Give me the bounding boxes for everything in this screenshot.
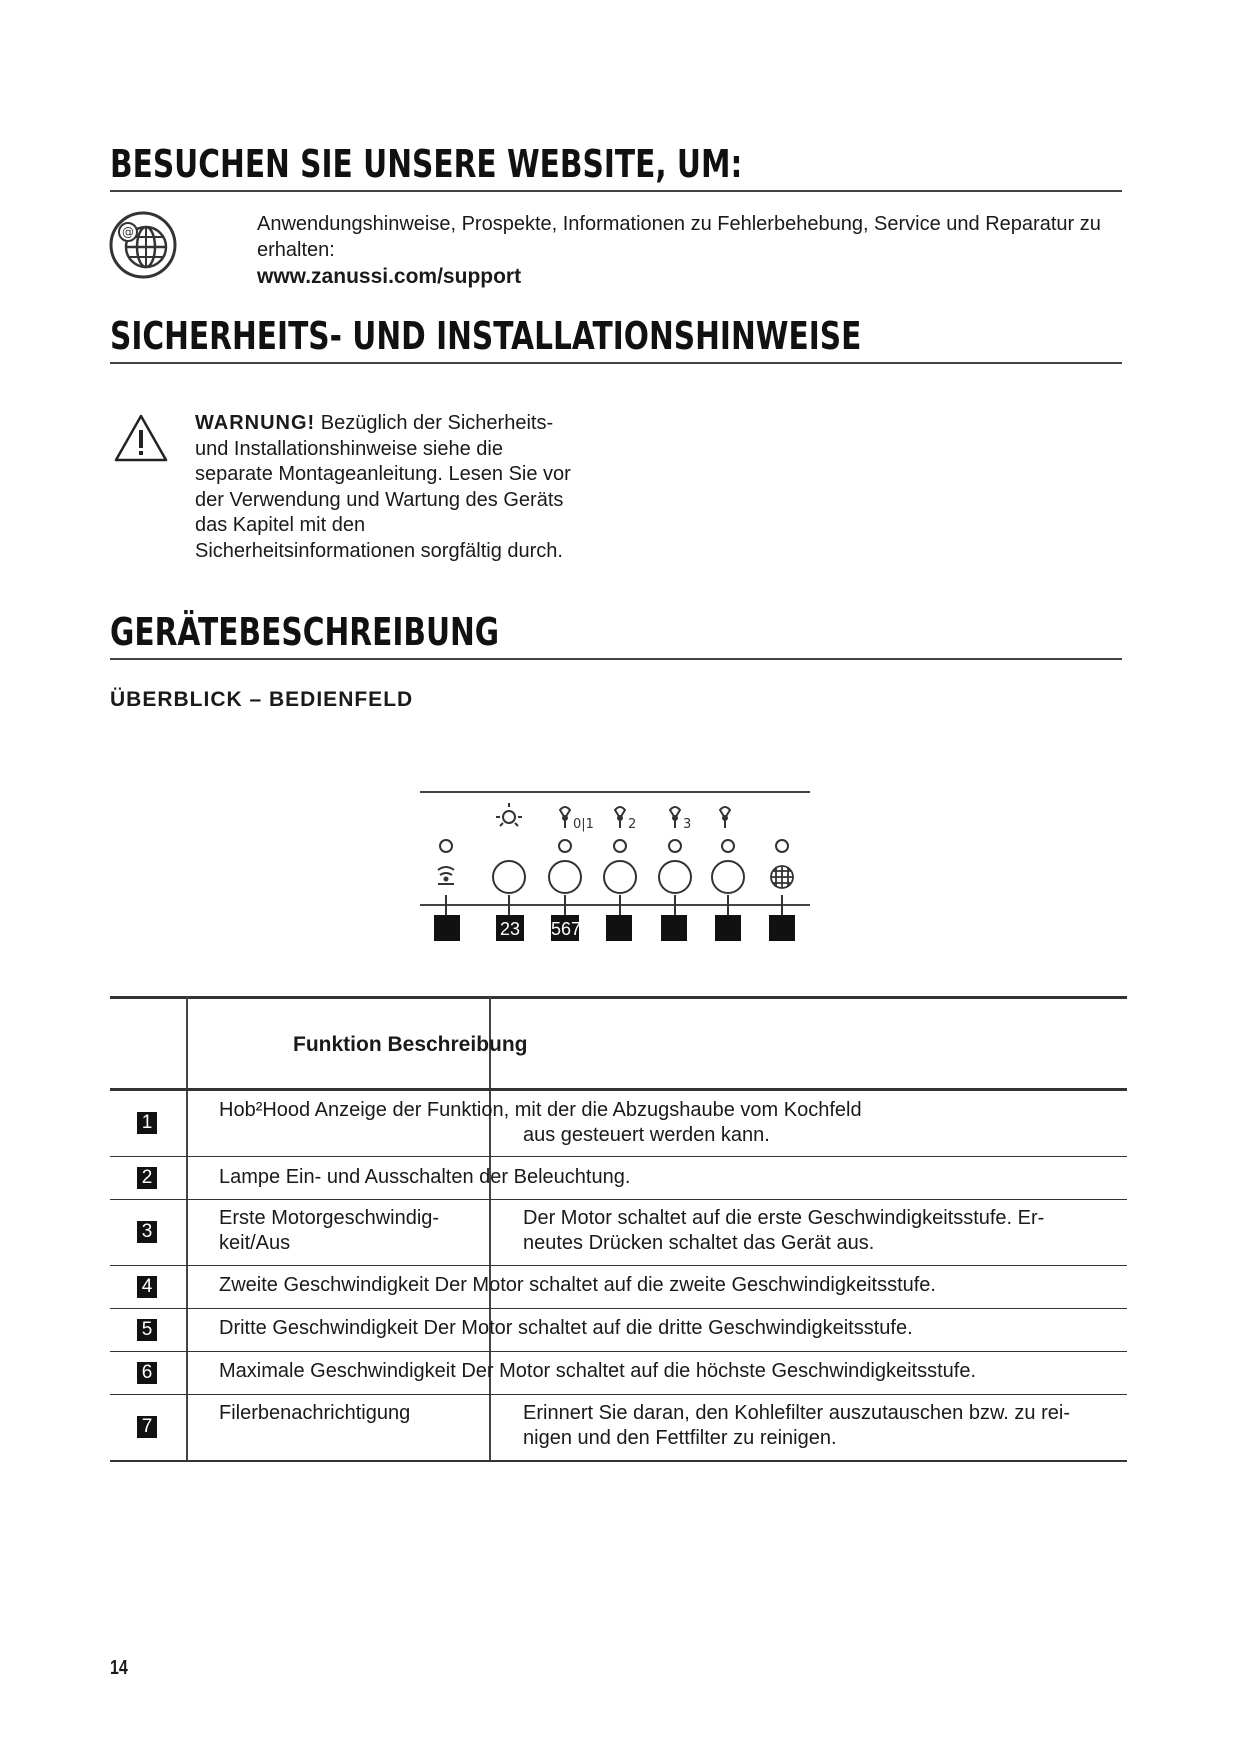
indicator-led: [776, 840, 788, 852]
row-function: Filerbenachrichtigung: [219, 1402, 411, 1424]
fan-label-3: 3: [683, 817, 692, 832]
callout-5: [661, 915, 687, 941]
callout-1: [434, 915, 460, 941]
hob2hood-icon: [438, 867, 454, 884]
row-description: Der Motor schaltet auf die erste Geschwindigkeitsstufe. Er-neutes Drücken schaltet das Gerät aus.: [523, 1207, 1045, 1254]
fan-speed-1-button[interactable]: [549, 861, 581, 893]
row-number: 6: [137, 1362, 157, 1384]
table-row-rule: [110, 1199, 1127, 1200]
table-divider: [489, 996, 491, 1462]
callout-7: [769, 915, 795, 941]
row-number: 2: [137, 1167, 157, 1189]
row-description: aus gesteuert werden kann.: [523, 1124, 770, 1146]
indicator-led: [669, 840, 681, 852]
row-number: 5: [137, 1319, 157, 1341]
callout-4: [606, 915, 632, 941]
fan-max-button[interactable]: [712, 861, 744, 893]
table-bottom-rule: [110, 1460, 1127, 1462]
fan-speed-2-button[interactable]: [604, 861, 636, 893]
heading-safety: SICHERHEITS- UND INSTALLATIONSHINWEISE: [110, 314, 862, 358]
warning-paragraph: [195, 411, 575, 564]
lamp-icon: [496, 803, 522, 826]
indicator-led: [722, 840, 734, 852]
website-description: Anwendungshinweise, Prospekte, Informationen zu Fehlerbehebung, Service und Reparatur zu erhalten:: [257, 213, 1101, 261]
row-number: 1: [137, 1112, 157, 1134]
globe-icon: [108, 210, 178, 280]
row-description: Erinnert Sie daran, den Kohlefilter auszutauschen bzw. zu rei-nigen und den Fettfilter zu reinigen.: [523, 1402, 1070, 1449]
indicator-led: [614, 840, 626, 852]
page-number: 14: [110, 1657, 128, 1679]
subheading-control-panel: ÜBERBLICK – BEDIENFELD: [110, 688, 414, 711]
divider: [110, 190, 1122, 192]
row-number: 3: [137, 1221, 157, 1243]
svg-text:@: @: [122, 225, 134, 239]
table-header: Funktion Beschreibung: [293, 1033, 528, 1056]
table-top-rule: [110, 996, 1127, 999]
table-row-rule: [110, 1156, 1127, 1157]
lamp-button[interactable]: [493, 861, 525, 893]
table-header-rule: [110, 1088, 1127, 1091]
fan-label-2: 2: [628, 817, 637, 832]
row-function: Dritte Geschwindigkeit Der Motor schaltet auf die dritte Geschwindigkeitsstufe.: [219, 1317, 913, 1339]
indicator-led: [559, 840, 571, 852]
heading-website: BESUCHEN SIE UNSERE WEBSITE, UM:: [110, 142, 743, 186]
support-link[interactable]: www.zanussi.com/support: [257, 265, 522, 288]
fan-label-1: 0|1: [573, 817, 594, 832]
row-number: 7: [137, 1416, 157, 1438]
warning-body: Bezüglich der Sicherheits- und Installationshinweise siehe die separate Montageanleitung. Lesen Sie vor der Verwendung und Wartung des Geräts das Kapitel mit den Sicherheitsinformationen sorgfältig durch.: [195, 412, 571, 562]
row-number: 4: [137, 1276, 157, 1298]
row-function: Lampe Ein- und Ausschalten der Beleuchtung.: [219, 1166, 631, 1188]
row-function: Maximale Geschwindigkeit Der Motor schaltet auf die höchste Geschwindigkeitsstufe.: [219, 1360, 977, 1382]
callout-6: [715, 915, 741, 941]
fan-speed-3-button[interactable]: [659, 861, 691, 893]
table-divider: [186, 996, 188, 1462]
control-panel-diagram: [420, 790, 820, 950]
heading-description: GERÄTEBESCHREIBUNG: [110, 610, 500, 654]
indicator-led: [440, 840, 452, 852]
table-row-rule: [110, 1308, 1127, 1309]
row-function: Zweite Geschwindigkeit Der Motor schaltet auf die zweite Geschwindigkeitsstufe.: [219, 1274, 936, 1296]
warning-icon: [113, 413, 169, 463]
table-row-rule: [110, 1265, 1127, 1266]
warning-label: WARNUNG!: [195, 412, 316, 434]
divider: [110, 658, 1122, 660]
callout-label-2: 23: [500, 919, 521, 939]
table-row-rule: [110, 1394, 1127, 1395]
row-function: Erste Motorgeschwindig-keit/Aus: [219, 1207, 440, 1254]
table-row-rule: [110, 1351, 1127, 1352]
divider: [110, 362, 1122, 364]
filter-icon: [771, 866, 793, 888]
callout-label-3: 567: [551, 919, 582, 939]
row-function: Hob²Hood Anzeige der Funktion, mit der die Abzugshaube vom Kochfeld: [219, 1099, 862, 1121]
